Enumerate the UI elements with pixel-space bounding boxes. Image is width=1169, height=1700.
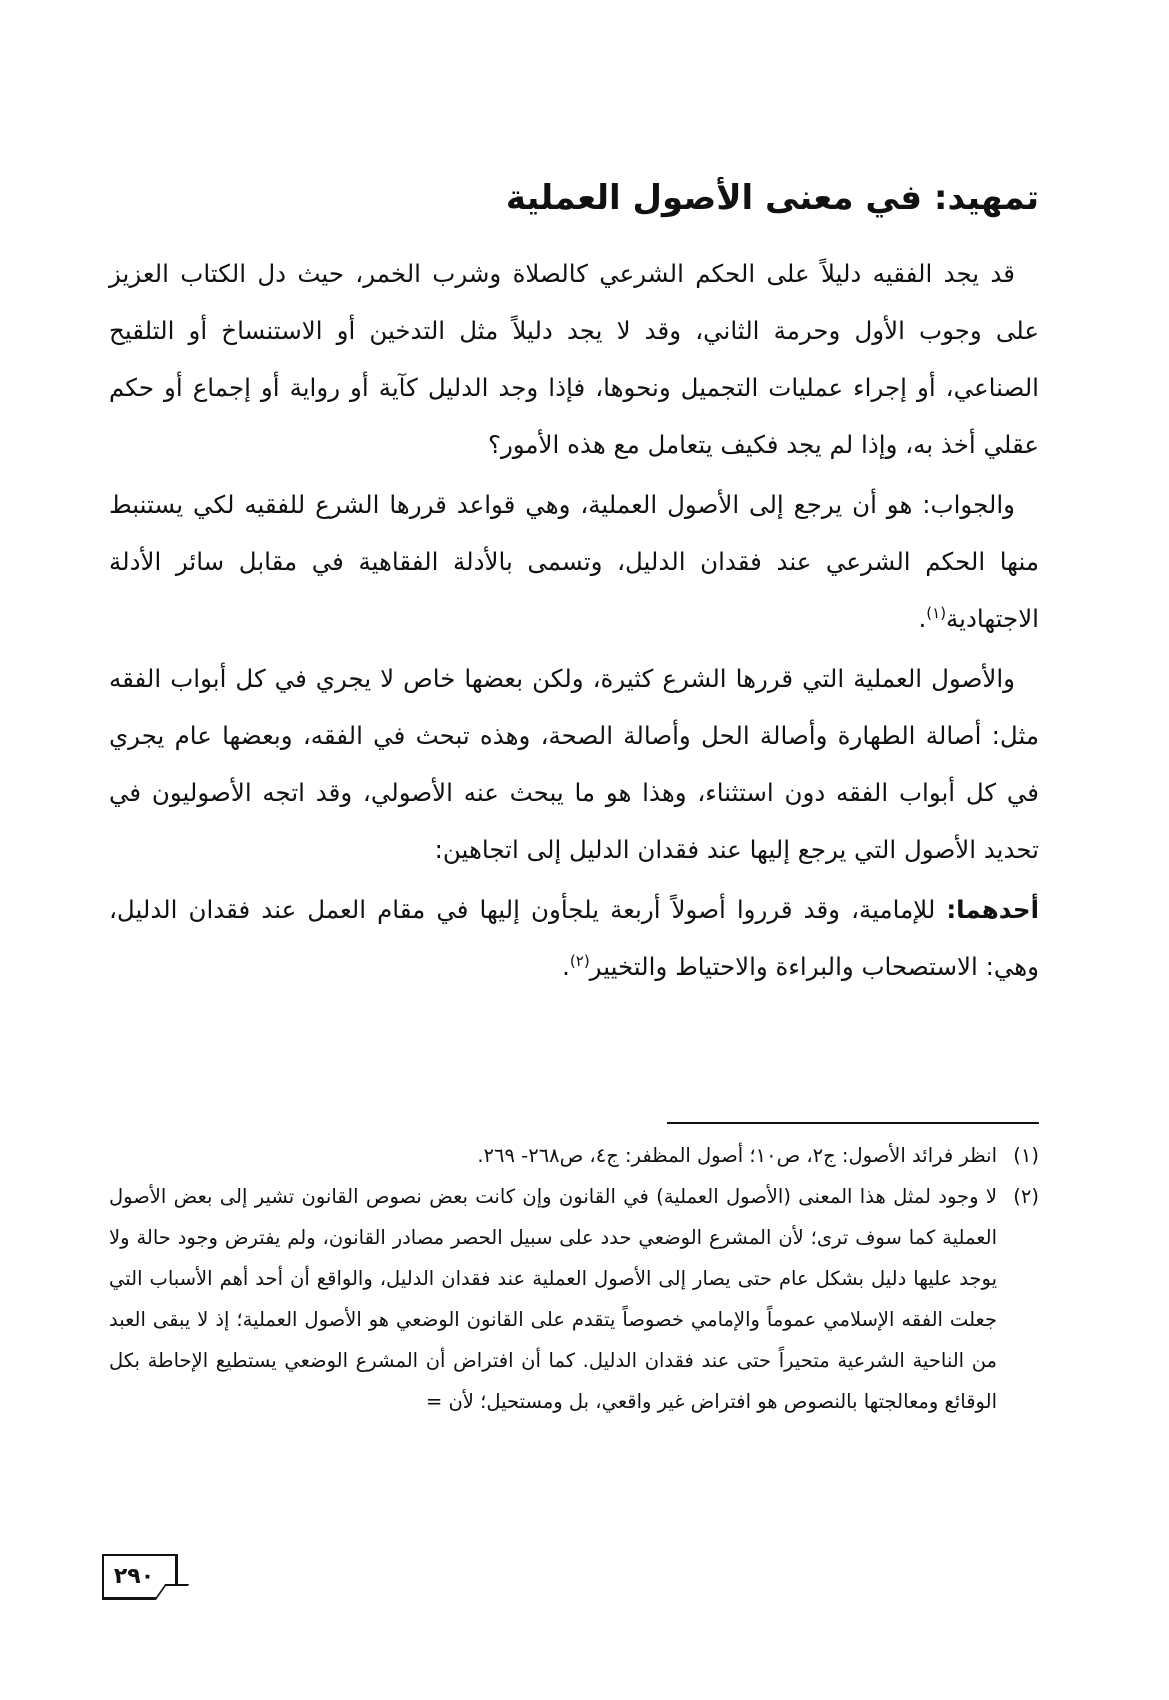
paragraph-answer-text: والجواب: هو أن يرجع إلى الأصول العملية، وهي قواعد قررها الشرع للفقيه لكي يستنبط منها الحكم الشرعي عند فقدان الدليل، وتسمى بالأدلة الفقاهية في مقابل سائر الأدلة الاجتهادية (109, 490, 1039, 633)
footnote-1-number: (١) (1013, 1144, 1039, 1167)
footnote-ref-1: (١) (926, 603, 947, 622)
page-number: ٢٩٠ (113, 1564, 155, 1589)
footnote-1 (109, 1135, 1039, 1176)
paragraph-practical-principles: والأصول العملية التي قررها الشرع كثيرة، ولكن بعضها خاص لا يجري في كل أبواب الفقه مثل: أصالة الطهارة وأصالة الحل وأصالة الصحة، وهذه تبحث في الفقه، وبعضها عام يجري في كل أبواب الفقه دون استثناء، وهذا هو ما يبحث عنه الأصولي، وقد اتجه الأصوليون في تحديد الأصول التي يرجع إليها عند فقدان الدليل إلى اتجاهين: (109, 664, 1039, 864)
footnote-divider (667, 1122, 1039, 1124)
paragraph-first-approach-end: . (562, 952, 570, 981)
paragraph-answer (109, 476, 1039, 647)
paragraph-first-approach (109, 881, 1039, 995)
footnote-2-number: (٢) (1013, 1185, 1039, 1208)
paragraph-first-approach-text: للإمامية، وقد قرروا أصولاً أربعة يلجأون إليها في مقام العمل عند فقدان الدليل، وهي: الاستصحاب والبراءة والاحتياط والتخيير (109, 895, 1039, 981)
footnote-ref-2: (٢) (569, 951, 590, 970)
body-text (109, 245, 1039, 998)
paragraph-intro: قد يجد الفقيه دليلاً على الحكم الشرعي كالصلاة وشرب الخمر، حيث دل الكتاب العزيز على وجوب الأول وحرمة الثاني، وقد لا يجد دليلاً مثل التدخين أو الاستنساخ أو التلقيح الصناعي، أو إجراء عمليات التجميل ونحوها، فإذا وجد الدليل كآية أو رواية أو إجماع أو حكم عقلي أخذ به، وإذا لم يجد فكيف يتعامل مع هذه الأمور؟ (109, 259, 1039, 459)
page-number-frame (102, 1554, 178, 1600)
section-heading: تمهيد: في معنى الأصول العملية (505, 178, 1039, 218)
footnote-2 (109, 1176, 1039, 1422)
footnote-1-text: انظر فرائد الأصول: ج٢، ص١٠؛ أصول المظفر: ج٤، ص٢٦٨- ٢٦٩. (477, 1144, 997, 1167)
paragraph-first-approach-lead: أحدهما: (946, 895, 1039, 924)
footnotes (109, 1135, 1039, 1422)
paragraph-answer-end: . (918, 604, 927, 633)
footnote-2-text: لا وجود لمثل هذا المعنى (الأصول العملية) في القانون وإن كانت بعض نصوص القانون تشير إلى بعض الأصول العملية كما سوف ترى؛ لأن المشرع الوضعي حدد على سبيل الحصر مصادر القانون، ولم يفترض وجود حالة ولا يوجد عليها دليل بشكل عام حتى يصار إلى الأصول العملية عند فقدان الدليل، والواقع أن أحد أهم الأسباب التي جعلت الفقه الإسلامي عموماً والإمامي خصوصاً يتقدم على القانون الوضعي هو الأصول العملية؛ إذ لا يبقى العبد من الناحية الشرعية متحيراً حتى عند فقدان الدليل. كما أن افتراض أن المشرع الوضعي يستطيع الإحاطة بكل الوقائع ومعالجتها بالنصوص هو افتراض غير واقعي، بل ومستحيل؛ لأن = (109, 1185, 997, 1413)
